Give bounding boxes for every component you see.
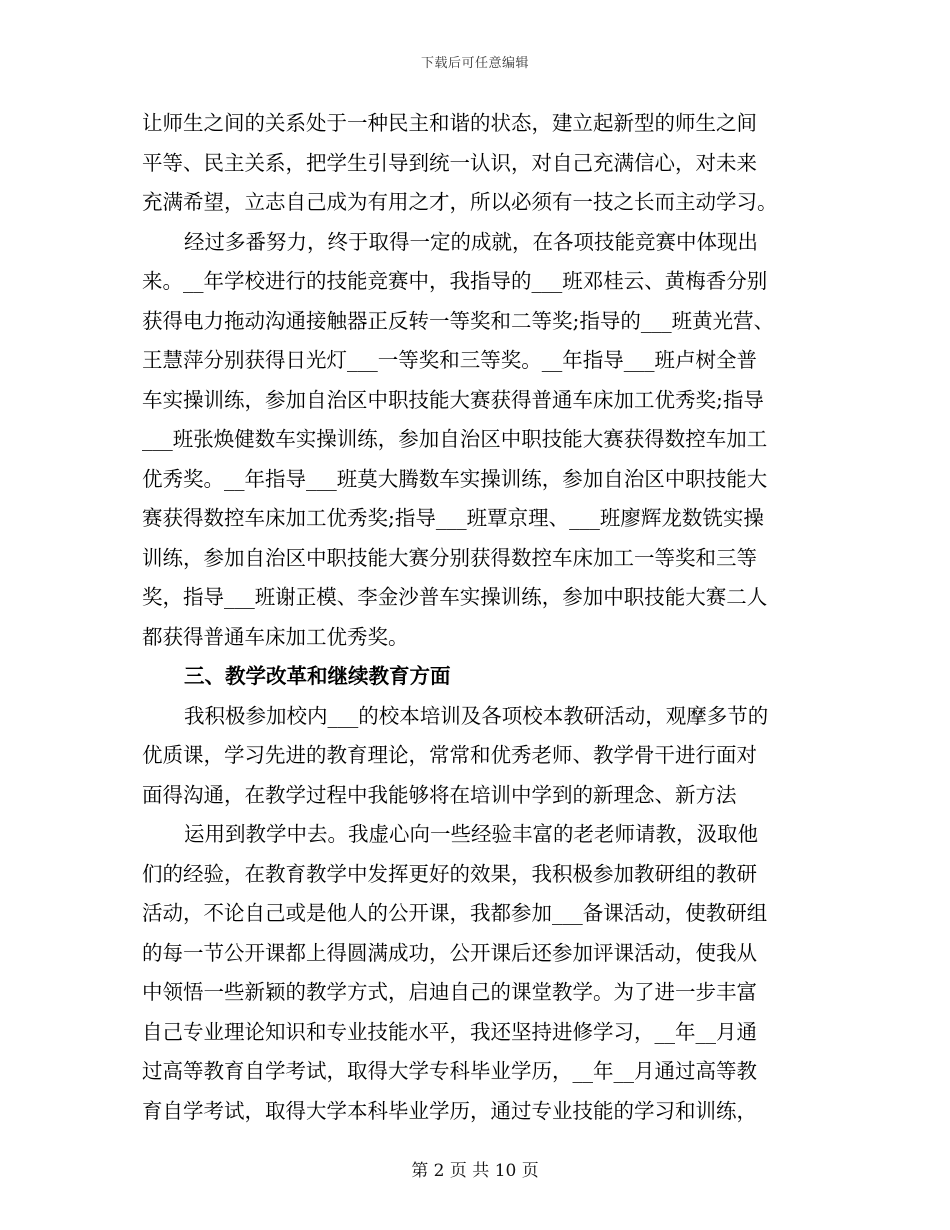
- text-line: 充满希望，立志自己成为有用之才，所以必须有一技之长而主动学习。: [142, 190, 778, 214]
- text-line: 赛获得数控车床加工优秀奖;指导___班覃京理、___班廖辉龙数铣实操: [142, 506, 764, 530]
- text-line: 育自学考试，取得大学本科毕业学历，通过专业技能的学习和训练，: [142, 1098, 757, 1123]
- text-line: 们的经验，在教育教学中发挥更好的效果，我积极参加教研组的教研: [142, 861, 757, 886]
- text-line: 车实操训练，参加自治区中职技能大赛获得普通车床加工优秀奖;指导: [142, 387, 764, 412]
- paragraph-start-line: 我积极参加校内___的校本培训及各项校本教研活动，观摩多节的: [184, 703, 769, 728]
- text-line: 过高等教育自学考试，取得大学专科毕业学历，__年__月通过高等教: [142, 1059, 757, 1083]
- document-body: [142, 104, 812, 1131]
- paragraph-start-line: 运用到教学中去。我虚心向一些经验丰富的老老师请教，汲取他: [184, 822, 758, 846]
- text-line: 中领悟一些新颖的教学方式，启迪自己的课堂教学。为了进一步丰富: [142, 980, 757, 1004]
- page-header: 下载后可任意编辑: [420, 56, 529, 71]
- text-line: 面得沟通，在教学过程中我能够将在培训中学到的新理念、新方法: [142, 782, 737, 807]
- text-line: 平等、民主关系，把学生引导到统一认识，对自己充满信心，对未来: [142, 150, 757, 175]
- text-line: 优质课，学习先进的教育理论，常常和优秀老师、教学骨干进行面对: [142, 743, 757, 767]
- paragraph-start-line: 经过多番努力，终于取得一定的成就，在各项技能竞赛中体现出: [184, 229, 758, 254]
- text-line: 王慧萍分别获得日光灯___一等奖和三等奖。__年指导___班卢树全普: [142, 348, 757, 372]
- text-line: 优秀奖。__年指导___班莫大腾数车实操训练，参加自治区中职技能大: [142, 466, 768, 491]
- text-line: 来。__年学校进行的技能竞赛中，我指导的___班邓桂云、黄梅香分别: [142, 269, 768, 293]
- page-number: 第 2 页 共 10 页: [411, 1161, 539, 1181]
- section-heading: 三、教学改革和继续教育方面: [184, 664, 451, 688]
- text-line: 训练，参加自治区中职技能大赛分别获得数控车床加工一等奖和三等: [142, 545, 757, 570]
- text-line: 获得电力拖动沟通接触器正反转一等奖和二等奖;指导的___班黄光营、: [142, 308, 775, 333]
- text-line: 奖，指导___班谢正模、李金沙普车实操训练，参加中职技能大赛二人: [142, 585, 768, 609]
- text-line: 活动，不论自己或是他人的公开课，我都参加___备课活动，使教研组: [142, 901, 768, 925]
- text-line: 的每一节公开课都上得圆满成功，公开课后还参加评课活动，使我从: [142, 940, 757, 965]
- text-line: 让师生之间的关系处于一种民主和谐的状态，建立起新型的师生之间: [142, 111, 757, 135]
- text-line: 自己专业理论知识和专业技能水平，我还坚持进修学习，__年__月通: [142, 1019, 757, 1044]
- text-line: 都获得普通车床加工优秀奖。: [142, 624, 409, 649]
- text-line: ___班张焕健数车实操训练，参加自治区中职技能大赛获得数控车加工: [142, 427, 768, 451]
